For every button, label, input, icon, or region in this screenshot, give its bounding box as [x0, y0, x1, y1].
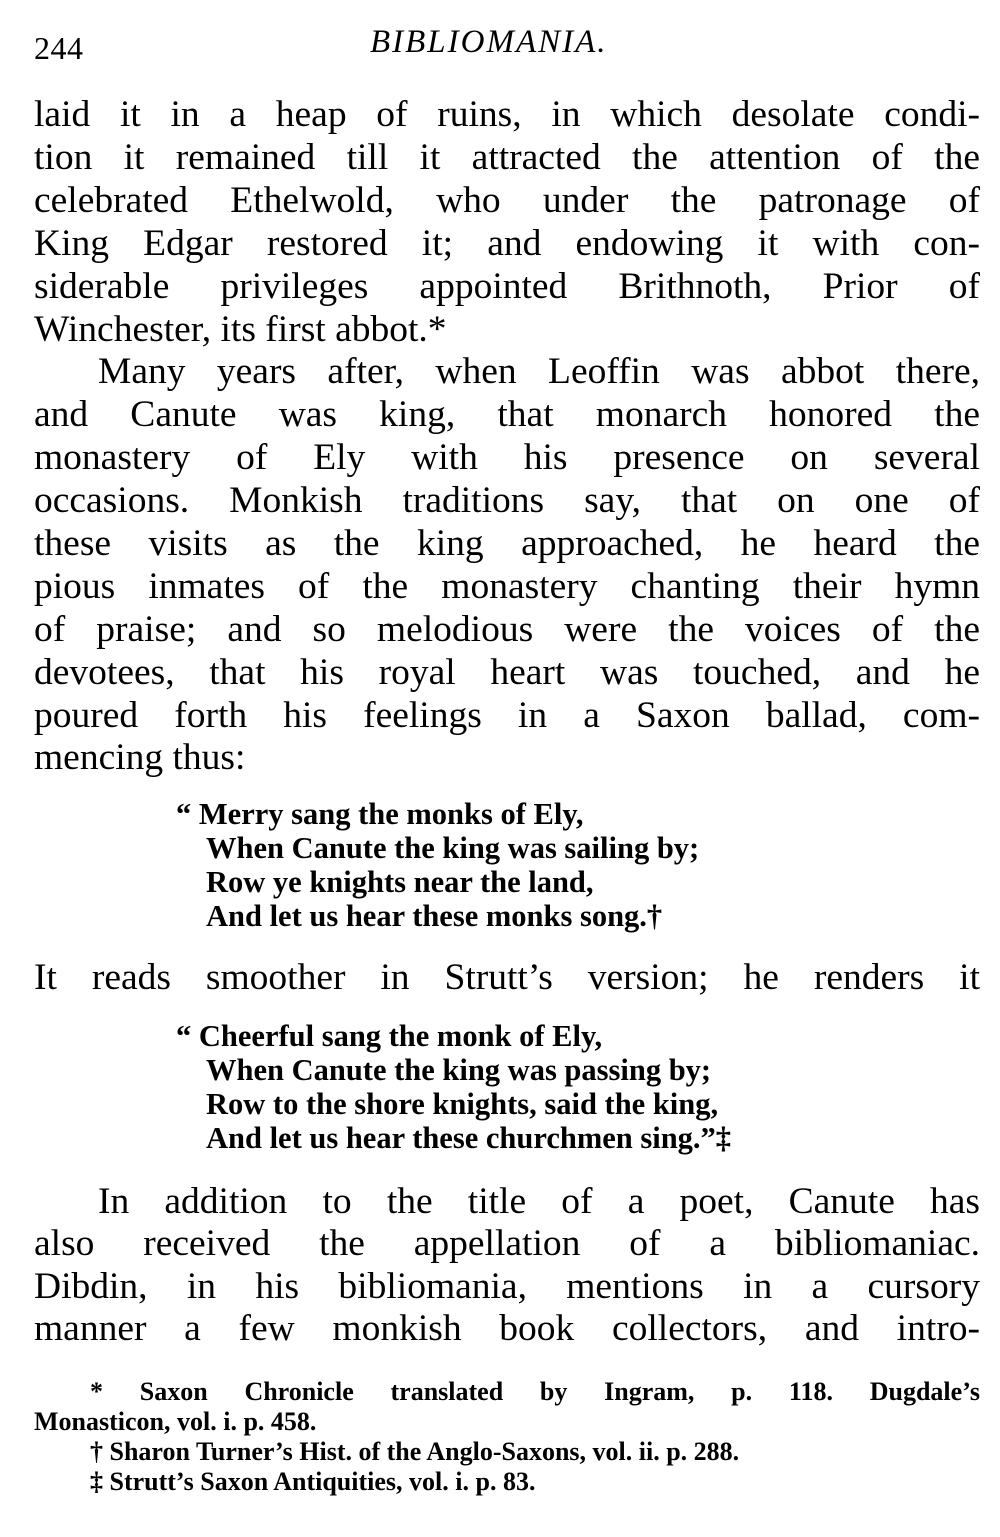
page-header: [34, 24, 980, 70]
running-title: BIBLIOMANIA.: [370, 24, 608, 60]
footnote-2: † Sharon Turner’s Hist. of the Anglo-Saxons, vol. ii. p. 288.: [90, 1437, 740, 1466]
body-line: devotees, that his royal heart was touched, and he: [34, 652, 980, 693]
body-line: tion it remained till it attracted the attention of the: [34, 137, 980, 178]
body-line: also received the appellation of a bibliomaniac.: [34, 1223, 980, 1264]
verse-block: [176, 797, 699, 933]
body-line: and Canute was king, that monarch honored the: [34, 394, 980, 435]
verse-block: [176, 1019, 731, 1155]
body-line: manner a few monkish book collectors, and intro-: [34, 1308, 980, 1349]
verse-line: And let us hear these monks song.†: [206, 899, 663, 933]
verse-line: Row to the shore knights, said the king,: [206, 1087, 719, 1121]
page-number: 244: [34, 30, 84, 66]
verse-line: Row ye knights near the land,: [206, 865, 594, 899]
body-line: King Edgar restored it; and endowing it with con-: [34, 223, 980, 264]
body-line: celebrated Ethelwold, who under the patronage of: [34, 180, 980, 221]
body-line: Dibdin, in his bibliomania, mentions in a cursory: [34, 1266, 980, 1307]
body-line: these visits as the king approached, he heard the: [34, 523, 980, 564]
verse-line: “ Cheerful sang the monk of Ely,: [176, 1019, 603, 1053]
body-line: occasions. Monkish traditions say, that on one of: [34, 480, 980, 521]
body-line: Winchester, its first abbot.*: [34, 309, 447, 350]
footnote-1: * Saxon Chronicle translated by Ingram, p. 118. Dugdale’s: [90, 1377, 980, 1406]
body-line: monastery of Ely with his presence on several: [34, 437, 980, 478]
footnote-3: ‡ Strutt’s Saxon Antiquities, vol. i. p. 83.: [90, 1467, 536, 1496]
body-line: It reads smoother in Strutt’s version; he renders it: [34, 957, 980, 998]
body-line: In addition to the title of a poet, Canute has: [98, 1181, 980, 1222]
body-line: of praise; and so melodious were the voices of the: [34, 609, 980, 650]
body-line: laid it in a heap of ruins, in which desolate condi-: [34, 94, 980, 135]
verse-line: And let us hear these churchmen sing.”‡: [206, 1121, 732, 1155]
verse-line: When Canute the king was passing by;: [206, 1053, 712, 1087]
body-line: poured forth his feelings in a Saxon ballad, com-: [34, 695, 980, 736]
footnote-1-continued: Monasticon, vol. i. p. 458.: [34, 1407, 317, 1436]
body-line: siderable privileges appointed Brithnoth, Prior of: [34, 266, 980, 307]
verse-line: When Canute the king was sailing by;: [206, 831, 700, 865]
body-line: mencing thus:: [34, 737, 246, 778]
verse-line: “ Merry sang the monks of Ely,: [176, 797, 584, 831]
footnotes: [34, 1377, 980, 1497]
body-line: Many years after, when Leoffin was abbot there,: [98, 351, 980, 392]
body-line: pious inmates of the monastery chanting their hymn: [34, 566, 980, 607]
